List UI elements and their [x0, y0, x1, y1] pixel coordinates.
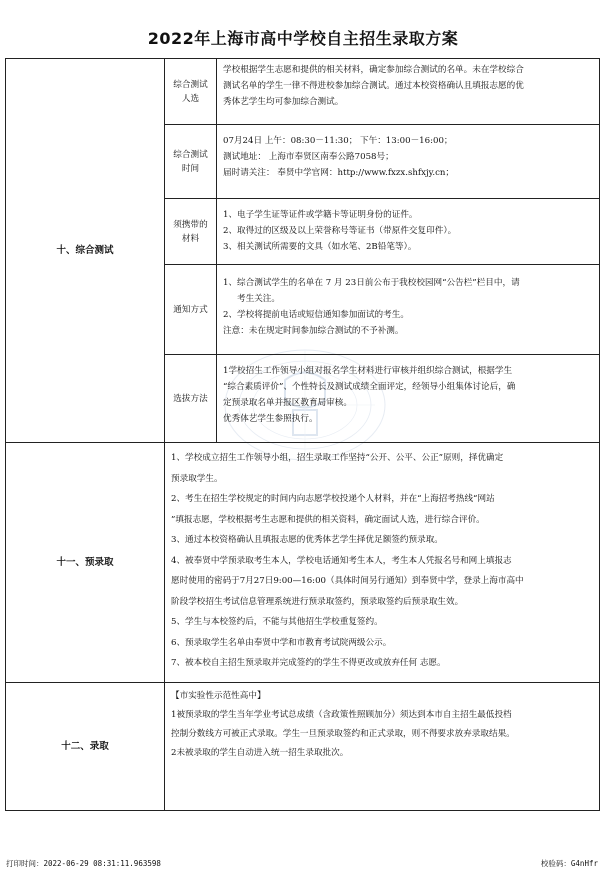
text-line: 定预录取名单并报区教育局审核。	[223, 398, 352, 408]
text-line: 愿时使用的密码于7月27日9:00—16:00（具体时间另行通知）到奉贤中学，登录上海市高中	[171, 576, 524, 586]
row-label-line: 综合测试	[173, 149, 208, 160]
text-line: 2未被录取的学生自动进入统一招生录取批次。	[171, 748, 349, 758]
text-line: 测试名单的学生一律不得进校参加综合测试。通过本校资格确认且填报志愿的优	[223, 81, 524, 91]
text-line: 届时请关注： 奉贤中学官网：http://www.fxzx.shfxjy.cn；	[223, 168, 455, 178]
row-content-test-time	[217, 125, 600, 199]
text-line: 测试地址： 上海市奉贤区南奉公路7058号；	[223, 152, 394, 162]
section-10-label: 十、综合测试	[6, 59, 165, 443]
text-line: 考生关注。	[237, 294, 280, 304]
row-label-line: 通知方式	[173, 304, 208, 315]
row-content-selection-method	[217, 355, 600, 443]
row-label-line: 材料	[181, 233, 200, 244]
text-line: ”填报志愿，学校根据考生志愿和提供的相关资料，确定面试人选，进行综合评价。	[171, 514, 485, 525]
row-label-line: 选拔方法	[173, 393, 208, 404]
text-line: 学校根据学生志愿和提供的相关材料，确定参加综合测试的名单。未在学校综合	[223, 65, 524, 75]
row-label-test-candidates	[165, 59, 217, 125]
text-line: 07月24日 上午：08:30－11:30； 下午：13:00－16:00；	[223, 136, 453, 146]
section-11-content	[165, 443, 600, 683]
row-content-test-candidates	[217, 59, 600, 125]
section-12-label: 十二、录取	[6, 683, 165, 811]
text-line: 1、学校成立招生工作领导小组，招生录取工作坚持“公开、公平、公正”原则，择优确定	[171, 453, 504, 463]
document-title: 2022年上海市高中学校自主招生录取方案	[147, 29, 459, 48]
section-11-label: 十一、预录取	[6, 443, 165, 683]
text-line: 1、电子学生证等证件或学籍卡等证明身份的证件。	[223, 210, 418, 220]
row-label-selection-method	[165, 355, 217, 443]
text-line: 6、预录取学生名单由奉贤中学和市教育考试院两级公示。	[171, 637, 392, 648]
row-content-notification	[217, 265, 600, 355]
text-line: “综合素质评价”、个性特长及测试成绩全面评定，经领导小组集体讨论后，确	[223, 382, 516, 392]
text-line: 2、学校将提前电话或短信通知参加面试的考生。	[223, 310, 409, 320]
text-line: 秀体艺学生均可参加综合测试。	[223, 97, 344, 107]
row-content-materials	[217, 199, 600, 265]
section-12-content	[165, 683, 600, 811]
text-line: 1学校招生工作领导小组对报名学生材料进行审核并组织综合测试，根据学生	[223, 366, 513, 376]
text-line: 2、取得过的区级及以上荣誉称号等证书（带原件交复印件）。	[223, 226, 457, 236]
text-line: 2、考生在招生学校规定的时间内向志愿学校投递个人材料，并在“上海招考热线“网站	[171, 494, 495, 504]
text-line: 7、被本校自主招生预录取并完成签约的学生不得更改或放弃任何 志愿。	[171, 658, 446, 668]
admission-plan-table	[5, 58, 600, 811]
verify-code: 校验码：G4nHfr	[540, 859, 598, 868]
row-label-line: 须携带的	[173, 219, 208, 230]
row-label-line: 人选	[181, 93, 200, 104]
row-label-materials	[165, 199, 217, 265]
text-line: 注意：未在规定时间参加综合测试的不予补测。	[223, 326, 404, 336]
row-label-line: 时间	[181, 163, 200, 174]
text-line: 5、学生与本校签约后，不能与其他招生学校重复签约。	[171, 617, 383, 627]
row-label-notification	[165, 265, 217, 355]
text-line: 3、通过本校资格确认且填报志愿的优秀体艺学生择优足额签约预录取。	[171, 535, 443, 545]
text-line: 阶段学校招生考试信息管理系统进行预录取签约，预录取签约后预录取生效。	[171, 596, 464, 607]
print-time: 打印时间：2022-06-29 08:31:11.963598	[6, 859, 161, 868]
text-line: 3、相关测试所需要的文具（如水笔、2B铅笔等）。	[223, 242, 417, 252]
row-label-line: 综合测试	[173, 79, 208, 90]
text-line: 【市实验性示范性高中】	[171, 691, 266, 701]
text-line: 4、被奉贤中学预录取考生本人，学校电话通知考生本人，考生本人凭报名号和网上填报志	[171, 555, 512, 566]
text-line: 优秀体艺学生参照执行。	[223, 414, 318, 424]
text-line: 控制分数线方可被正式录取。学生一旦预录取签约和正式录取，则不得要求放弃录取结果。	[171, 729, 515, 739]
text-line: 1被预录取的学生当年学业考试总成绩（含政策性照顾加分）须达到本市自主招生最低投档	[171, 710, 512, 720]
row-label-test-time	[165, 125, 217, 199]
text-line: 1、综合测试学生的名单在 7 月 23日前公布于我校校园网“公告栏”栏目中，请	[223, 278, 520, 288]
text-line: 预录取学生。	[171, 473, 223, 484]
